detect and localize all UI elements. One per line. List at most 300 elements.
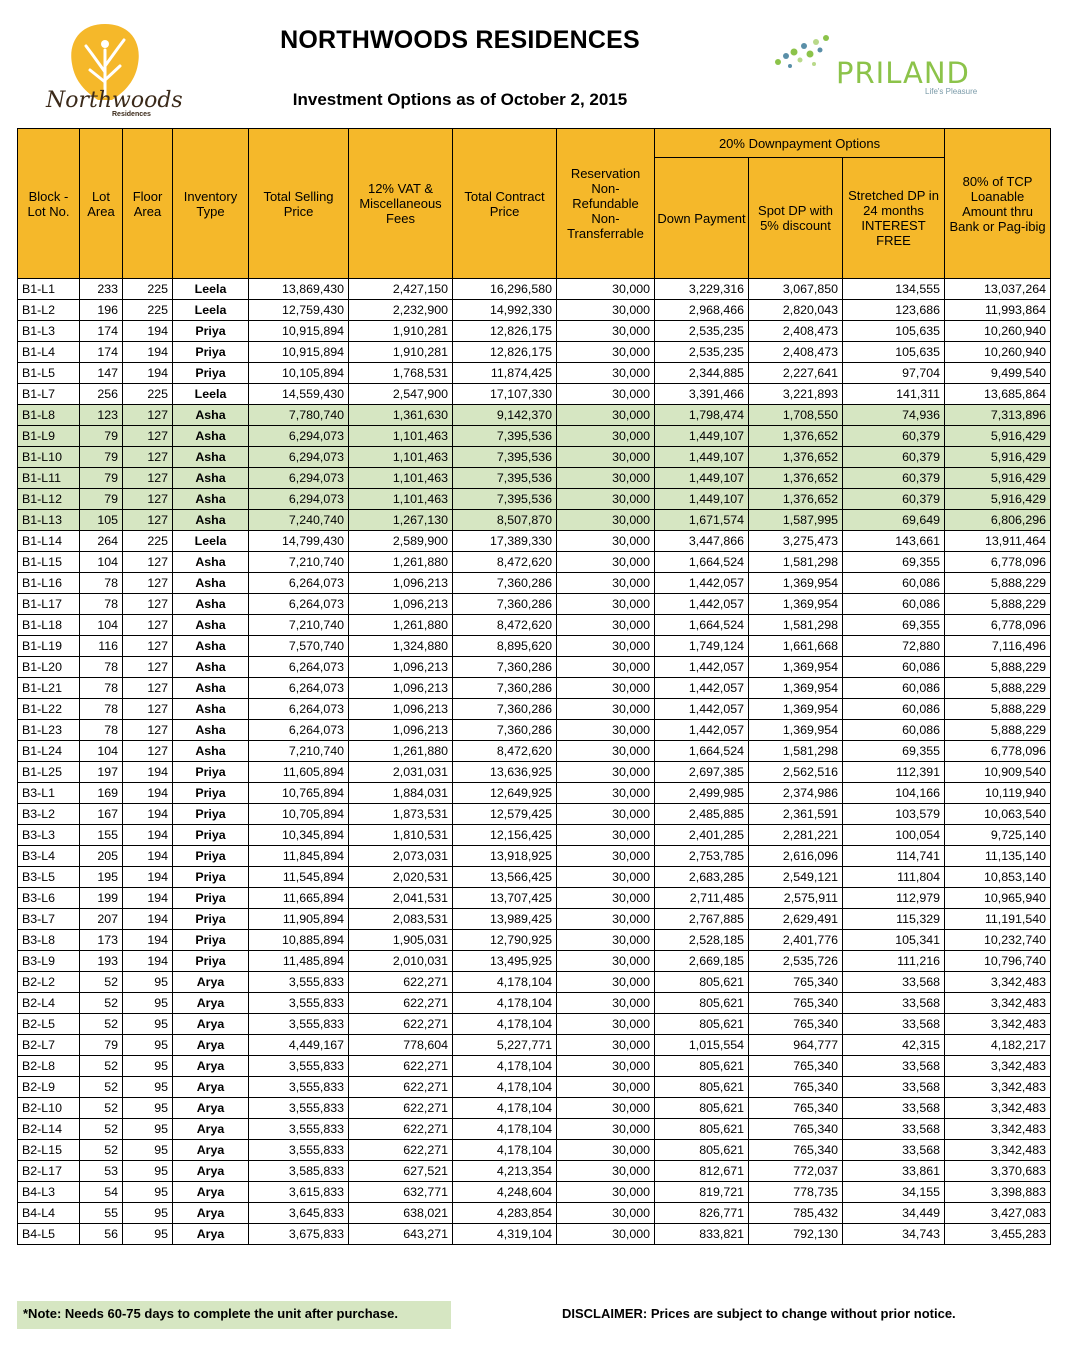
floor-area-cell: 194: [123, 783, 173, 804]
total-selling-price-cell: 7,240,740: [249, 510, 349, 531]
group-header-downpayment: 20% Downpayment Options: [655, 129, 945, 158]
reservation-cell: 30,000: [557, 741, 655, 762]
reservation-cell: 30,000: [557, 363, 655, 384]
table-row: [18, 615, 1051, 636]
stretched-dp-cell: 105,635: [843, 321, 945, 342]
reservation-cell: 30,000: [557, 1119, 655, 1140]
vat-cell: 2,083,531: [349, 909, 453, 930]
vat-cell: 643,271: [349, 1224, 453, 1245]
total-selling-price-cell: 11,545,894: [249, 867, 349, 888]
lot-cell: B1-L25: [18, 762, 80, 783]
table-row: [18, 405, 1051, 426]
spot-dp-cell: 2,629,491: [749, 909, 843, 930]
vat-cell: 1,910,281: [349, 342, 453, 363]
lot-cell: B1-L10: [18, 447, 80, 468]
total-contract-price-cell: 13,918,925: [453, 846, 557, 867]
total-contract-price-cell: 13,989,425: [453, 909, 557, 930]
total-contract-price-cell: 16,296,580: [453, 279, 557, 300]
table-row: [18, 1014, 1051, 1035]
col-header-inventory-type: Inventory Type: [173, 129, 249, 279]
reservation-cell: 30,000: [557, 531, 655, 552]
lot-area-cell: 78: [80, 657, 123, 678]
lot-cell: B1-L19: [18, 636, 80, 657]
inventory-type-cell: Priya: [173, 363, 249, 384]
lot-cell: B4-L5: [18, 1224, 80, 1245]
total-selling-price-cell: 10,105,894: [249, 363, 349, 384]
table-row: [18, 762, 1051, 783]
total-selling-price-cell: 11,905,894: [249, 909, 349, 930]
loanable-cell: 3,342,483: [945, 1014, 1051, 1035]
lot-area-cell: 207: [80, 909, 123, 930]
spot-dp-cell: 964,777: [749, 1035, 843, 1056]
reservation-cell: 30,000: [557, 447, 655, 468]
floor-area-cell: 127: [123, 426, 173, 447]
lot-area-cell: 104: [80, 552, 123, 573]
lot-cell: B3-L1: [18, 783, 80, 804]
total-selling-price-cell: 6,264,073: [249, 699, 349, 720]
inventory-type-cell: Priya: [173, 825, 249, 846]
floor-area-cell: 194: [123, 930, 173, 951]
spot-dp-cell: 3,275,473: [749, 531, 843, 552]
stretched-dp-cell: 97,704: [843, 363, 945, 384]
lot-area-cell: 116: [80, 636, 123, 657]
inventory-type-cell: Asha: [173, 468, 249, 489]
stretched-dp-cell: 115,329: [843, 909, 945, 930]
down-payment-cell: 805,621: [655, 1014, 749, 1035]
stretched-dp-cell: 60,086: [843, 573, 945, 594]
down-payment-cell: 2,711,485: [655, 888, 749, 909]
lot-area-cell: 52: [80, 993, 123, 1014]
lot-area-cell: 196: [80, 300, 123, 321]
loanable-cell: 10,063,540: [945, 804, 1051, 825]
table-row: [18, 1077, 1051, 1098]
stretched-dp-cell: 69,649: [843, 510, 945, 531]
spot-dp-cell: 1,661,668: [749, 636, 843, 657]
down-payment-cell: 1,664,524: [655, 615, 749, 636]
reservation-cell: 30,000: [557, 1140, 655, 1161]
lot-cell: B3-L6: [18, 888, 80, 909]
floor-area-cell: 127: [123, 405, 173, 426]
table-row: [18, 972, 1051, 993]
total-contract-price-cell: 5,227,771: [453, 1035, 557, 1056]
floor-area-cell: 194: [123, 342, 173, 363]
vat-cell: 638,021: [349, 1203, 453, 1224]
total-contract-price-cell: 4,178,104: [453, 1014, 557, 1035]
reservation-cell: 30,000: [557, 1098, 655, 1119]
stretched-dp-cell: 34,743: [843, 1224, 945, 1245]
reservation-cell: 30,000: [557, 846, 655, 867]
floor-area-cell: 194: [123, 846, 173, 867]
reservation-cell: 30,000: [557, 951, 655, 972]
stretched-dp-cell: 60,086: [843, 678, 945, 699]
floor-area-cell: 95: [123, 1119, 173, 1140]
reservation-cell: 30,000: [557, 762, 655, 783]
spot-dp-cell: 2,408,473: [749, 342, 843, 363]
total-contract-price-cell: 8,472,620: [453, 741, 557, 762]
total-selling-price-cell: 3,555,833: [249, 1140, 349, 1161]
lot-cell: B1-L3: [18, 321, 80, 342]
spot-dp-cell: 2,562,516: [749, 762, 843, 783]
loanable-cell: 3,427,083: [945, 1203, 1051, 1224]
table-row: [18, 468, 1051, 489]
stretched-dp-cell: 60,379: [843, 426, 945, 447]
stretched-dp-cell: 134,555: [843, 279, 945, 300]
stretched-dp-cell: 33,568: [843, 972, 945, 993]
stretched-dp-cell: 60,086: [843, 657, 945, 678]
spot-dp-cell: 2,401,776: [749, 930, 843, 951]
total-selling-price-cell: 14,799,430: [249, 531, 349, 552]
inventory-type-cell: Asha: [173, 741, 249, 762]
total-selling-price-cell: 3,585,833: [249, 1161, 349, 1182]
total-selling-price-cell: 7,210,740: [249, 741, 349, 762]
floor-area-cell: 194: [123, 363, 173, 384]
floor-area-cell: 95: [123, 1224, 173, 1245]
loanable-cell: 4,182,217: [945, 1035, 1051, 1056]
vat-cell: 2,427,150: [349, 279, 453, 300]
inventory-type-cell: Arya: [173, 1203, 249, 1224]
loanable-cell: 7,116,496: [945, 636, 1051, 657]
stretched-dp-cell: 100,054: [843, 825, 945, 846]
lot-area-cell: 79: [80, 489, 123, 510]
inventory-type-cell: Asha: [173, 447, 249, 468]
total-contract-price-cell: 4,213,354: [453, 1161, 557, 1182]
stretched-dp-cell: 112,979: [843, 888, 945, 909]
total-contract-price-cell: 4,178,104: [453, 1077, 557, 1098]
total-contract-price-cell: 4,178,104: [453, 1140, 557, 1161]
loanable-cell: 3,342,483: [945, 1140, 1051, 1161]
lot-area-cell: 174: [80, 321, 123, 342]
reservation-cell: 30,000: [557, 1203, 655, 1224]
inventory-type-cell: Asha: [173, 405, 249, 426]
reservation-cell: 30,000: [557, 657, 655, 678]
table-row: [18, 825, 1051, 846]
table-row: [18, 510, 1051, 531]
stretched-dp-cell: 60,086: [843, 720, 945, 741]
col-header-stretched-dp: Stretched DP in 24 months INTEREST FREE: [843, 158, 945, 279]
inventory-type-cell: Priya: [173, 762, 249, 783]
reservation-cell: 30,000: [557, 825, 655, 846]
reservation-cell: 30,000: [557, 1224, 655, 1245]
spot-dp-cell: 1,581,298: [749, 741, 843, 762]
lot-cell: B1-L23: [18, 720, 80, 741]
floor-area-cell: 194: [123, 825, 173, 846]
lot-area-cell: 155: [80, 825, 123, 846]
total-selling-price-cell: 10,915,894: [249, 342, 349, 363]
down-payment-cell: 2,683,285: [655, 867, 749, 888]
down-payment-cell: 1,798,474: [655, 405, 749, 426]
lot-cell: B1-L9: [18, 426, 80, 447]
vat-cell: 1,096,213: [349, 678, 453, 699]
spot-dp-cell: 765,340: [749, 1014, 843, 1035]
floor-area-cell: 95: [123, 1182, 173, 1203]
page-subtitle: Investment Options as of October 2, 2015: [292, 90, 628, 109]
vat-cell: 1,261,880: [349, 615, 453, 636]
floor-area-cell: 127: [123, 489, 173, 510]
lot-cell: B2-L7: [18, 1035, 80, 1056]
spot-dp-cell: 2,281,221: [749, 825, 843, 846]
floor-area-cell: 127: [123, 741, 173, 762]
vat-cell: 1,096,213: [349, 594, 453, 615]
stretched-dp-cell: 69,355: [843, 741, 945, 762]
reservation-cell: 30,000: [557, 1035, 655, 1056]
floor-area-cell: 95: [123, 1140, 173, 1161]
reservation-cell: 30,000: [557, 1056, 655, 1077]
spot-dp-cell: 2,575,911: [749, 888, 843, 909]
stretched-dp-cell: 60,379: [843, 489, 945, 510]
table-row: [18, 1161, 1051, 1182]
floor-area-cell: 127: [123, 699, 173, 720]
floor-area-cell: 194: [123, 951, 173, 972]
total-contract-price-cell: 17,389,330: [453, 531, 557, 552]
down-payment-cell: 1,442,057: [655, 573, 749, 594]
inventory-type-cell: Asha: [173, 657, 249, 678]
lot-area-cell: 147: [80, 363, 123, 384]
investment-table: [17, 128, 1051, 1245]
floor-area-cell: 127: [123, 657, 173, 678]
inventory-type-cell: Priya: [173, 930, 249, 951]
lot-cell: B2-L8: [18, 1056, 80, 1077]
total-selling-price-cell: 13,869,430: [249, 279, 349, 300]
loanable-cell: 3,342,483: [945, 1098, 1051, 1119]
down-payment-cell: 2,968,466: [655, 300, 749, 321]
vat-cell: 1,884,031: [349, 783, 453, 804]
down-payment-cell: 2,528,185: [655, 930, 749, 951]
total-selling-price-cell: 4,449,167: [249, 1035, 349, 1056]
total-selling-price-cell: 3,645,833: [249, 1203, 349, 1224]
down-payment-cell: 833,821: [655, 1224, 749, 1245]
spot-dp-cell: 765,340: [749, 993, 843, 1014]
total-contract-price-cell: 7,395,536: [453, 468, 557, 489]
lot-cell: B1-L5: [18, 363, 80, 384]
inventory-type-cell: Asha: [173, 699, 249, 720]
total-contract-price-cell: 13,636,925: [453, 762, 557, 783]
lot-cell: B2-L10: [18, 1098, 80, 1119]
stretched-dp-cell: 105,341: [843, 930, 945, 951]
vat-cell: 622,271: [349, 1098, 453, 1119]
vat-cell: 1,810,531: [349, 825, 453, 846]
loanable-cell: 11,993,864: [945, 300, 1051, 321]
stretched-dp-cell: 74,936: [843, 405, 945, 426]
lot-area-cell: 197: [80, 762, 123, 783]
down-payment-cell: 819,721: [655, 1182, 749, 1203]
loanable-cell: 10,119,940: [945, 783, 1051, 804]
inventory-type-cell: Asha: [173, 720, 249, 741]
loanable-cell: 6,778,096: [945, 552, 1051, 573]
inventory-type-cell: Asha: [173, 510, 249, 531]
table-row: [18, 1119, 1051, 1140]
inventory-type-cell: Arya: [173, 1140, 249, 1161]
loanable-cell: 3,342,483: [945, 1119, 1051, 1140]
spot-dp-cell: 2,616,096: [749, 846, 843, 867]
down-payment-cell: 1,442,057: [655, 678, 749, 699]
stretched-dp-cell: 104,166: [843, 783, 945, 804]
total-contract-price-cell: 8,895,620: [453, 636, 557, 657]
table-row: [18, 1224, 1051, 1245]
down-payment-cell: 2,485,885: [655, 804, 749, 825]
down-payment-cell: 3,447,866: [655, 531, 749, 552]
inventory-type-cell: Priya: [173, 846, 249, 867]
lot-cell: B2-L2: [18, 972, 80, 993]
total-contract-price-cell: 8,472,620: [453, 552, 557, 573]
table-row: [18, 363, 1051, 384]
spot-dp-cell: 765,340: [749, 1140, 843, 1161]
vat-cell: 622,271: [349, 1077, 453, 1098]
loanable-cell: 6,778,096: [945, 615, 1051, 636]
inventory-type-cell: Arya: [173, 1224, 249, 1245]
total-contract-price-cell: 12,826,175: [453, 342, 557, 363]
total-contract-price-cell: 8,507,870: [453, 510, 557, 531]
floor-area-cell: 95: [123, 1203, 173, 1224]
table-row: [18, 1203, 1051, 1224]
table-row: [18, 888, 1051, 909]
lot-cell: B1-L7: [18, 384, 80, 405]
lot-cell: B1-L13: [18, 510, 80, 531]
lot-cell: B1-L8: [18, 405, 80, 426]
col-header-total-contract-price: Total Contract Price: [453, 129, 557, 279]
floor-area-cell: 95: [123, 1161, 173, 1182]
loanable-cell: 3,342,483: [945, 972, 1051, 993]
vat-cell: 1,096,213: [349, 720, 453, 741]
total-selling-price-cell: 11,485,894: [249, 951, 349, 972]
lot-cell: B2-L17: [18, 1161, 80, 1182]
vat-cell: 1,873,531: [349, 804, 453, 825]
table-row: [18, 384, 1051, 405]
inventory-type-cell: Arya: [173, 1119, 249, 1140]
vat-cell: 622,271: [349, 1014, 453, 1035]
reservation-cell: 30,000: [557, 993, 655, 1014]
col-header-lot: Block - Lot No.: [18, 129, 80, 279]
inventory-type-cell: Leela: [173, 300, 249, 321]
floor-area-cell: 127: [123, 720, 173, 741]
lot-area-cell: 79: [80, 468, 123, 489]
loanable-cell: 10,796,740: [945, 951, 1051, 972]
stretched-dp-cell: 34,155: [843, 1182, 945, 1203]
table-row: [18, 846, 1051, 867]
spot-dp-cell: 2,361,591: [749, 804, 843, 825]
floor-area-cell: 127: [123, 447, 173, 468]
col-header-down-payment: Down Payment: [655, 158, 749, 279]
stretched-dp-cell: 42,315: [843, 1035, 945, 1056]
down-payment-cell: 1,749,124: [655, 636, 749, 657]
stretched-dp-cell: 103,579: [843, 804, 945, 825]
down-payment-cell: 3,229,316: [655, 279, 749, 300]
spot-dp-cell: 778,735: [749, 1182, 843, 1203]
total-selling-price-cell: 7,210,740: [249, 552, 349, 573]
lot-area-cell: 52: [80, 1119, 123, 1140]
loanable-cell: 9,725,140: [945, 825, 1051, 846]
col-header-loanable: 80% of TCP Loanable Amount thru Bank or Pag-ibig: [945, 129, 1051, 279]
total-contract-price-cell: 9,142,370: [453, 405, 557, 426]
lot-area-cell: 78: [80, 678, 123, 699]
floor-area-cell: 127: [123, 678, 173, 699]
priland-tagline: Life's Pleasure: [925, 87, 978, 96]
vat-cell: 2,073,031: [349, 846, 453, 867]
spot-dp-cell: 765,340: [749, 1056, 843, 1077]
loanable-cell: 13,685,864: [945, 384, 1051, 405]
inventory-type-cell: Priya: [173, 888, 249, 909]
reservation-cell: 30,000: [557, 678, 655, 699]
total-selling-price-cell: 6,264,073: [249, 594, 349, 615]
spot-dp-cell: 1,581,298: [749, 552, 843, 573]
table-row: [18, 279, 1051, 300]
lot-area-cell: 55: [80, 1203, 123, 1224]
lot-area-cell: 79: [80, 447, 123, 468]
lot-cell: B4-L4: [18, 1203, 80, 1224]
reservation-cell: 30,000: [557, 1182, 655, 1203]
total-selling-price-cell: 3,555,833: [249, 1098, 349, 1119]
reservation-cell: 30,000: [557, 405, 655, 426]
total-contract-price-cell: 4,178,104: [453, 1098, 557, 1119]
vat-cell: 1,096,213: [349, 657, 453, 678]
lot-area-cell: 52: [80, 1056, 123, 1077]
reservation-cell: 30,000: [557, 972, 655, 993]
stretched-dp-cell: 60,379: [843, 468, 945, 489]
total-selling-price-cell: 7,780,740: [249, 405, 349, 426]
vat-cell: 2,041,531: [349, 888, 453, 909]
reservation-cell: 30,000: [557, 279, 655, 300]
priland-wordmark: PRILAND: [836, 56, 970, 90]
total-selling-price-cell: 10,345,894: [249, 825, 349, 846]
spot-dp-cell: 1,369,954: [749, 657, 843, 678]
floor-area-cell: 95: [123, 1014, 173, 1035]
vat-cell: 1,101,463: [349, 447, 453, 468]
total-contract-price-cell: 11,874,425: [453, 363, 557, 384]
lot-cell: B2-L4: [18, 993, 80, 1014]
down-payment-cell: 2,535,235: [655, 321, 749, 342]
loanable-cell: 3,398,883: [945, 1182, 1051, 1203]
table-row: [18, 342, 1051, 363]
lot-area-cell: 256: [80, 384, 123, 405]
stretched-dp-cell: 60,086: [843, 594, 945, 615]
vat-cell: 2,547,900: [349, 384, 453, 405]
loanable-cell: 10,853,140: [945, 867, 1051, 888]
lot-area-cell: 52: [80, 1014, 123, 1035]
total-selling-price-cell: 6,264,073: [249, 657, 349, 678]
down-payment-cell: 805,621: [655, 1056, 749, 1077]
spot-dp-cell: 3,221,893: [749, 384, 843, 405]
total-contract-price-cell: 7,360,286: [453, 678, 557, 699]
floor-area-cell: 194: [123, 762, 173, 783]
inventory-type-cell: Arya: [173, 972, 249, 993]
down-payment-cell: 2,767,885: [655, 909, 749, 930]
stretched-dp-cell: 33,568: [843, 1077, 945, 1098]
inventory-type-cell: Asha: [173, 636, 249, 657]
spot-dp-cell: 1,369,954: [749, 699, 843, 720]
floor-area-cell: 225: [123, 531, 173, 552]
total-selling-price-cell: 3,555,833: [249, 993, 349, 1014]
table-row: [18, 1056, 1051, 1077]
total-contract-price-cell: 8,472,620: [453, 615, 557, 636]
vat-cell: 1,361,630: [349, 405, 453, 426]
inventory-type-cell: Arya: [173, 1077, 249, 1098]
inventory-type-cell: Arya: [173, 1182, 249, 1203]
footer-note: *Note: Needs 60-75 days to complete the unit after purchase.: [17, 1301, 451, 1329]
table-row: [18, 321, 1051, 342]
lot-cell: B2-L14: [18, 1119, 80, 1140]
spot-dp-cell: 2,227,641: [749, 363, 843, 384]
down-payment-cell: 2,535,235: [655, 342, 749, 363]
table-row: [18, 1182, 1051, 1203]
table-row: [18, 993, 1051, 1014]
total-contract-price-cell: 7,360,286: [453, 720, 557, 741]
vat-cell: 1,096,213: [349, 699, 453, 720]
stretched-dp-cell: 33,568: [843, 1098, 945, 1119]
vat-cell: 1,101,463: [349, 426, 453, 447]
loanable-cell: 7,313,896: [945, 405, 1051, 426]
floor-area-cell: 127: [123, 636, 173, 657]
down-payment-cell: 1,449,107: [655, 468, 749, 489]
total-contract-price-cell: 4,178,104: [453, 993, 557, 1014]
